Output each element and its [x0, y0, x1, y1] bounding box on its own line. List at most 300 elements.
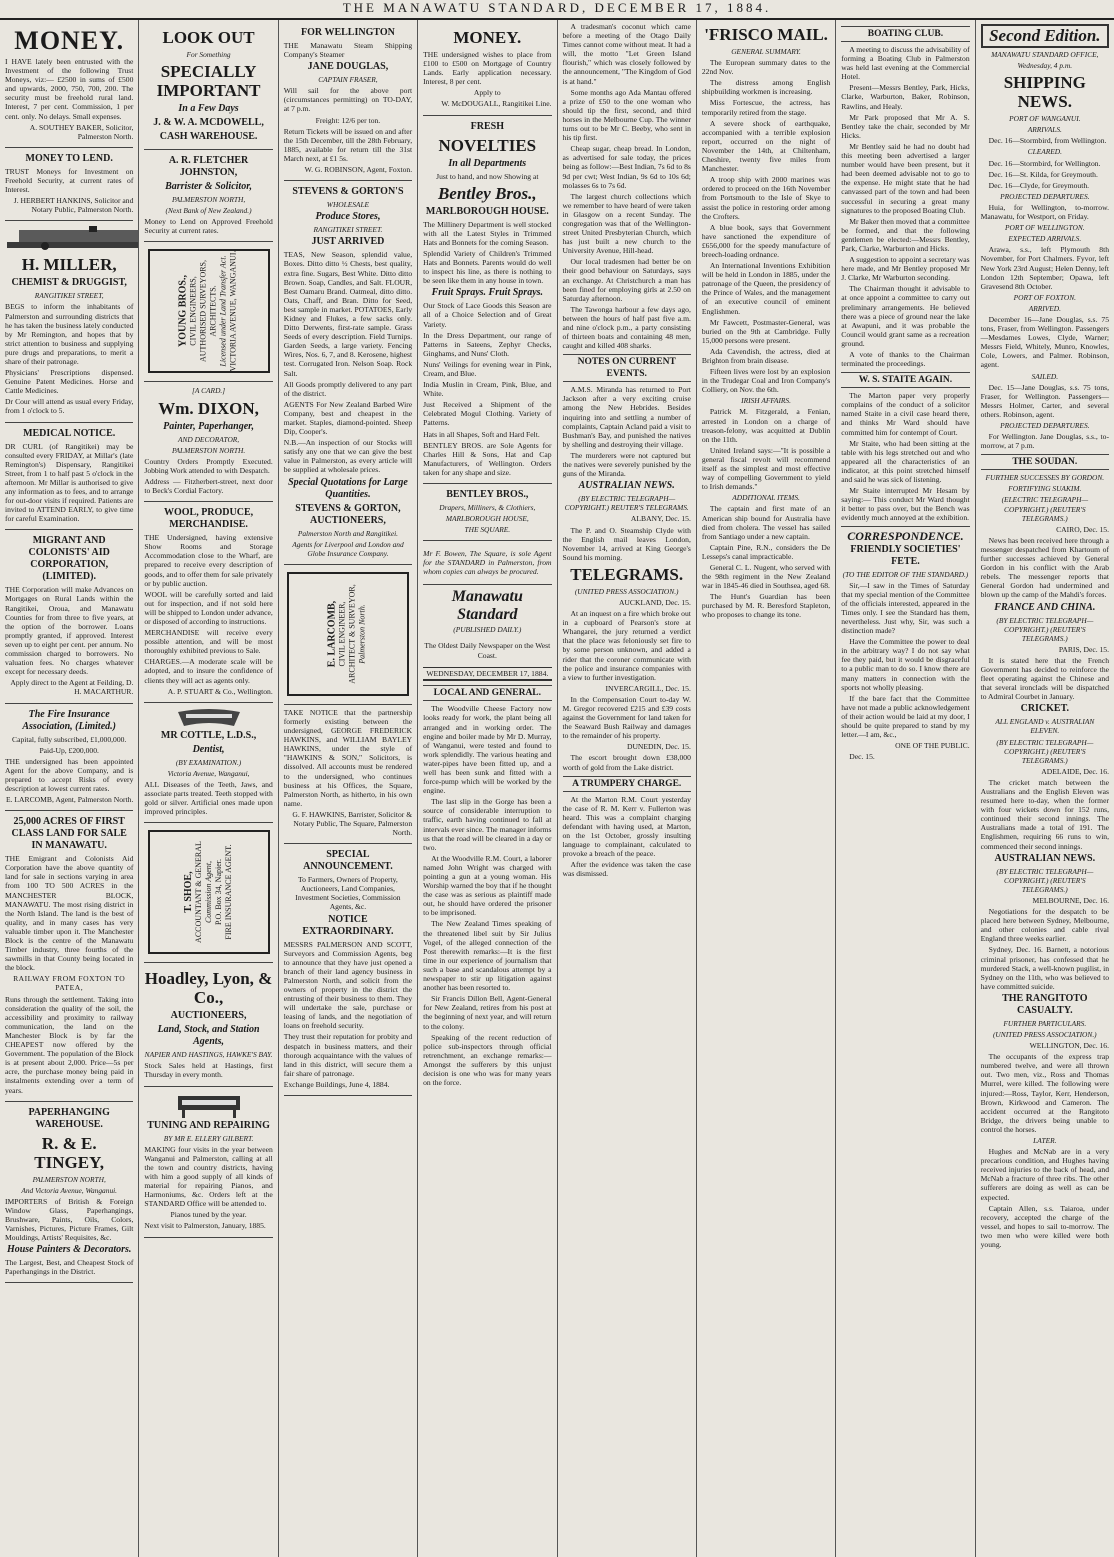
- hoadley-place: NAPIER AND HASTINGS, HAWKE'S BAY.: [144, 1050, 273, 1060]
- soudan-place: CAIRO, Dec. 15.: [1056, 524, 1109, 534]
- steamer-ship: JANE DOUGLAS,: [307, 61, 389, 73]
- bentley-2-square: THE SQUARE.: [464, 525, 511, 535]
- wool-body-3: MERCHANDISE will receive every possible attention, and will be most thoroughly exhibited previous to Sale.: [144, 628, 273, 656]
- foxton-arrived-1: December 16—Jane Douglas, s.s. 75 tons, Fraser, from Wellington. Passengers—Mesdames Lowes, Clyde, Warner; Messrs Field, Whitely, Munro, Knowles, Cole, Lowers, and Palmer. Robinson, agent.: [980, 314, 1109, 370]
- wanganui-arrival-1: Dec. 16—Stormbird, from Wellington.: [988, 136, 1107, 146]
- acres-heading: 25,000 ACRES OF FIRST CLASS LAND FOR SALE IN MANAWATU.: [11, 816, 127, 852]
- extra-body-2: They trust their reputation for probity and despatch in business matters, and their thorough acquaintance with the values of land in this district, will secure them a fair share of patronage.: [283, 1032, 413, 1078]
- hoadley-trade: AUCTIONEERS,: [170, 1010, 247, 1022]
- correspondence-rule: [841, 526, 969, 527]
- tuning-by: BY MR E. ELLERY GILBERT.: [163, 1133, 254, 1143]
- column-2: [139, 20, 278, 1557]
- column-8: [976, 20, 1114, 1557]
- bentley-body-7: Just Received a Shipment of the Celebrated Mogul Clothing. Variety of Patterns.: [423, 400, 552, 428]
- dixon-body: Country Orders Promptly Executed. Jobbing Work attended to with Despatch.: [144, 456, 273, 475]
- rangitoto-p1: The occupants of the express trap numbered twelve, and were all thrown out. Two men, viz., Ross and Thomas Murrel, were killed. The following were injured:—Ross, Taylor, Kerr, Henderson, Brown, Kirkwood and Cameron. The accident occurred at the Rangitoto Bridge, the drivers being unable to control the horses.: [980, 1052, 1109, 1134]
- soudan-sub: FURTHER SUCCESSES BY GORDON.: [985, 473, 1105, 483]
- hawkins-notice-ad: [284, 705, 412, 844]
- wanganui-cleared-3: Dec. 16—Clyde, for Greymouth.: [988, 180, 1090, 190]
- friendly-signature: ONE OF THE PUBLIC.: [895, 741, 970, 751]
- tingey-body: IMPORTERS of British & Foreign Window Glass, Paperhangings, Brushware, Paints, Oils, Colors, Varnishes, Pictures, Picture Frames, Gilt Mouldings, Artists' Requisites, &c.: [5, 1196, 134, 1243]
- cottle-body: ALL Diseases of the Teeth, Jaws, and associate parts treated. Teeth stopped with gold or silver. Artificial ones made upon improved principles.: [144, 779, 273, 817]
- young-card-line-4: ARCHITECTS.: [208, 285, 218, 338]
- coconut-p3: Cheap sugar, cheap bread. In London, as advertised for sale today, the prices being as follow:—Best Indian, 7s 6d to 8s 9d per cwt; West Indian, 9s 6d to 10s 6d; molasses 6s to 7s 6d.: [562, 144, 691, 190]
- local-p3: At the Woodville R.M. Court, a laborer named John Wright was charged with pointing a gun at a young woman. His Worship warned the boy that if he thought the case was as serious as plaintiff made out, he should have ordered the prisoner to be imprisoned.: [423, 853, 552, 918]
- stevens-quotations: Special Quotations for Large Quantities.: [288, 476, 408, 500]
- notes-heading: NOTES ON CURRENT EVENTS.: [563, 354, 691, 382]
- austnews-telegraph: (BY ELECTRIC TELEGRAPH—COPYRIGHT.) (REUTER'S TELEGRAMS.): [996, 866, 1094, 894]
- money-heading: MONEY.: [14, 26, 125, 55]
- flag-note: The Oldest Daily Newspaper on the West Coast.: [424, 641, 551, 660]
- frisco-p5: A troop ship with 2000 marines was ordered to proceed on the 16th November from Portsmouth to the Isle of Skye to assist the police in restoring order among the Crofters.: [701, 175, 831, 221]
- miller-ad: [5, 221, 133, 422]
- cottle-address: Victoria Avenue, Wanganui,: [167, 768, 250, 778]
- tingey-name: R. & E. TINGEY,: [34, 1133, 105, 1172]
- correspondence-heading: CORRESPONDENCE.: [847, 528, 964, 543]
- local-p4: The New Zealand Times speaking of the threatened libel suit by Sir Julius Vogel, of the alleged connection of the Post therewith remarks:—It is the first time in our experience of journalism that such a base and scandalous attempt by a newspaper to stir up litigation against another has been resorted to.: [423, 919, 552, 993]
- tuning-heading: TUNING AND REPAIRING: [147, 1119, 270, 1131]
- staite-p2: Mr Staite, who had been sitting at the table with his legs stretched out and who appeared all the characteristics of an indicator, at this point stretched himself and said he was sick of listening.: [841, 438, 970, 485]
- additional-p4: The Hunt's Guardian has been purchased by M. R. Beresford Stapleton, who proposes to change its tone.: [701, 592, 831, 620]
- cricket-heading: CRICKET.: [1020, 703, 1070, 715]
- hawkins-notice-signature: G. F. HAWKINS, Barrister, Solicitor & Notary Public, The Square, Palmerston North.: [292, 809, 413, 838]
- bentley-name: Bentley Bros.,: [437, 183, 537, 203]
- australian-sub: (BY ELECTRIC TELEGRAPH—COPYRIGHT.) REUTER'S TELEGRAMS.: [564, 494, 689, 513]
- newspaper-flag: Manawatu Standard: [451, 587, 523, 623]
- shipping-heading: SHIPPING NEWS.: [1003, 73, 1086, 112]
- fire-insurance-ad: [5, 704, 133, 812]
- additional-p1: The captain and first mate of an American ship bound for Australia have died from cholera. The vessel has sailed from Santiago under a new captain.: [701, 504, 831, 541]
- australian-heading: AUSTRALIAN NEWS.: [578, 480, 675, 492]
- boating-p3: Mr Park proposed that Mr A. S. Bentley take the chair, seconded by Mr Hicks.: [841, 112, 970, 140]
- friendly-p2: Have the Committee the power to deal in the arbitrary way? I do not say what fee they paid, but it would be disgraceful to a public man to do so. I know there are many matters in connection with the sports not wholly pleasing.: [841, 637, 970, 692]
- tuning-body-2: Pianos tuned by the year.: [170, 1210, 247, 1220]
- additional-p3: General C. L. Nugent, who served with the 98th regiment in the New Zealand war in 1845-46 died in Southsea, aged 68.: [701, 562, 831, 591]
- flag-rule: [423, 584, 551, 585]
- local-p6: Speaking of the recent reduction of police sub-inspectors through official retrenchment, an exchange remarks:—Amongst the sufferers by this unjust decision is one who was for many years on the force.: [423, 1032, 552, 1088]
- tingey-place-2: And Victoria Avenue, Wanganui.: [21, 1185, 118, 1195]
- column-7: [836, 20, 975, 1557]
- wanganui-projected-label: PROJECTED DEPARTURES.: [1000, 191, 1090, 201]
- tingey-ad: [5, 1102, 133, 1284]
- fire-paid: Paid-Up, £200,000.: [39, 745, 99, 755]
- friendly-heading: FRIENDLY SOCIETIES' FETE.: [850, 543, 961, 567]
- boating-p4: Mr Bentley said he had no doubt had this meeting been advertised a larger number would have been present, but it had been deemed advisable not to go to the expense. He might state that he had canvassed part of the town and had been successful in securing a great many signatures to the proposed Boating Club.: [841, 141, 970, 215]
- mcdougall-signature: W. McDOUGALL, Rangitikei Line.: [441, 99, 552, 109]
- steamer-captain: CAPTAIN FRASER,: [318, 75, 378, 85]
- stevens-street: RANGITIKEI STREET.: [313, 225, 383, 235]
- shoe-card-line-4: P.O. Box 34, Napier.: [213, 859, 223, 926]
- special-announcement-ad: [284, 844, 412, 1096]
- soudan-telegraph: (ELECTRIC TELEGRAPH—COPYRIGHT.) (REUTER'S TELEGRAMS.): [1001, 495, 1089, 523]
- wanganui-projected-1: Huia, for Wellington, to-morrow. Manawatu, for Westport, on Friday.: [980, 202, 1109, 222]
- migrant-signature: Apply direct to the Agent at Feilding, D. H. MACARTHUR.: [10, 678, 134, 697]
- fire-heading: The Fire Insurance Association, (Limited.): [22, 708, 116, 732]
- wanganui-cleared-2: Dec. 16—St. Kilda, for Greymouth.: [988, 169, 1098, 179]
- friendly-p3: If the bare fact that the Committee have not made a public acknowledgement of their action would be laid at my door, I should be quite prepared to stand by my letter.—I am, &c.,: [841, 693, 970, 740]
- france-p1: It is stated here that the French Government has decided to reinforce the fleet operating against the Chinese and that several ironclads will be dispatched to Admiral Courbet in January.: [980, 655, 1109, 702]
- additional-heading: ADDITIONAL ITEMS.: [732, 493, 800, 503]
- money-body: I HAVE lately been entrusted with the Investment of the following Trust Moneys, viz:— £2500 in sums of £500 and upwards, 2000, 750, 700, 200. The security must be freehold rural land. Interest, 7 per cent. Commission, 1 per cent. only. No delays. Small expenses.: [5, 57, 134, 121]
- bentley-body-5: Nuns' Veilings for evening wear in Pink, Cream, and Blue.: [423, 359, 552, 378]
- boating-p6: A suggestion to appoint a secretary was here made, and Mr Bentley proposed Mr J. Clarke, Mr Warburton seconding.: [841, 255, 970, 283]
- wanganui-heading: PORT OF WANGANUI.: [1009, 114, 1081, 124]
- austnews-p2: Sydney, Dec. 16. Barnett, a notorious criminal prisoner, has confessed that he murdered Stack, a well-known pugilist, in Sydney on the 11th, who was believed to have committed suicide.: [980, 945, 1109, 991]
- second-edition-heading: Second Edition.: [981, 24, 1109, 48]
- stevens-list: TEAS, New Season, splendid value, Boxes. Ditto ditto ½ Chests, best quality, extra fine. Sugars, Best White. Ditto ditto Brown. Soap, Candles, and Salt. FLOUR, Best Oamaru Brand. Oatmeal, ditto ditto. Oats, Chaff, and Bran. Ditto for Seed, best sample in market. POTATOES, Early Kidney and Flukes, a few sacks only. Ditto Derwents, first-rate sample. Grass Seeds of every description. Field Turnips. Garden Seeds, a large variety. Fencing Wires, Nos. 6, 7, and 8. Kerosene, highest test. Corrugated Iron. Nelson Soap. Rock Salt.: [283, 250, 413, 378]
- trumpery-p2: After the evidence was taken the case was dismissed.: [562, 860, 691, 879]
- fire-body: THE undersigned has been appointed Agent for the above Company, and is prepared to accept Risks of every description at lowest current rates.: [5, 756, 134, 793]
- fresh-body: Just to hand, and now Showing at: [436, 171, 539, 181]
- larcomb-card-line-1: E. LARCOMB,: [326, 600, 338, 668]
- local-p1: The Woodville Cheese Factory now looks ready for work, the plant being all arranged and in working order. The engine and boiler made by Mr D. Murray, of Wanganui, were tested and found to work splendidly. The various heating and water-pipes have been fitted up, and a well has been sunk and fitted with a force-pump which will be worked by the engine.: [423, 704, 552, 796]
- rangitoto-place: WELLINGTON, Dec. 16.: [1029, 1041, 1109, 1051]
- hoadley-ad: [144, 963, 272, 1086]
- steamer-heading: FOR WELLINGTON: [301, 27, 395, 38]
- lend-body: TRUST Moneys for Investment on Freehold Security, at current rates of Interest.: [5, 166, 134, 195]
- fire-signature: E. LARCOMB, Agent, Palmerston North.: [5, 795, 134, 805]
- column-4: [418, 20, 557, 1557]
- migrant-ad: [5, 530, 133, 703]
- bentley-body-8: Hats in all Shapes, Soft and Hard Felt.: [423, 429, 540, 439]
- dixon-name: Wm. DIXON,: [158, 398, 259, 418]
- france-telegraph: (BY ELECTRIC TELEGRAPH—COPYRIGHT.) (REUTER'S TELEGRAMS.): [996, 615, 1094, 643]
- soudan-p1: News has been received here through a messenger despatched from Khartoum of further successes achieved by General Gordon in his conflict with the Arab rebels. The messenger reports that General Gordon had undermined and blown up the camp of the Mahdi's forces.: [980, 535, 1109, 600]
- young-card-line-6: VICTORIA AVENUE, WANGANUI.: [228, 251, 238, 372]
- wool-signature: A. P. STUART & Co., Wellington.: [167, 686, 273, 696]
- medical-heading: MEDICAL NOTICE.: [23, 427, 116, 439]
- notes-p2: The murderers were not captured but the natives were severely punished by the guns of the Miranda.: [562, 450, 691, 479]
- young-card-line-5: Licensed under Land Transfer Act.: [218, 255, 228, 368]
- stevens-sub: WHOLESALE: [326, 200, 370, 210]
- steamer-body-2: Will sail for the above port (circumstances permitting) on TO-DAY, at 7 p.m.: [283, 86, 413, 114]
- lend-ad: [5, 148, 133, 221]
- fruit-sprays: Fruit Sprays. Fruit Sprays.: [431, 287, 544, 299]
- medical-body: DR CURL (of Rangitikei) may be consulted every FRIDAY, at Millar's (late Remington's) Dispensary, Rangitikei Street, from 1 to half past 5 o'clock in the afternoon. Mr Millar is authorised to give any information as to fees, and to arrange for out-door visits if required. Patients are invited to ATTEND EARLY, to give time for careful Examination.: [5, 441, 134, 524]
- tuning-body: MAKING four visits in the year between Wanganui and Palmerston, calling at all the town and country districts, having with him a good supply of all kinds of material for repairing Pianos, and Harmoniums, &c. Orders left at the STANDARD Office will be attended to.: [144, 1144, 273, 1209]
- bentley-house: MARLBOROUGH HOUSE.: [425, 205, 549, 217]
- boating-heading: BOATING CLUB.: [841, 26, 969, 42]
- bentley-2-trade: Drapers, Milliners, & Clothiers,: [439, 503, 536, 512]
- larcomb-card-line-4: Palmerston North.: [357, 604, 367, 664]
- austnews-place: MELBOURNE, Dec. 16.: [1032, 895, 1109, 905]
- shoe-card-text: [184, 841, 234, 943]
- rangitoto-p3: Captain Allen, s.s. Taiaroa, under recovery, accepted the charge of the vessel, and hopes to sail to-morrow. The two men who were killed were both young.: [980, 1203, 1109, 1250]
- cricket-place: ADELAIDE, Dec. 16.: [1041, 766, 1109, 776]
- tingey-trade: House Painters & Decorators.: [6, 1244, 132, 1256]
- special-heading: SPECIAL ANNOUNCEMENT.: [303, 849, 393, 873]
- young-bros-card: [148, 249, 270, 373]
- medical-ad: [5, 423, 133, 531]
- bentley-body-3: Our Stock of Lace Goods this Season are all of a Choice Selection and of Great Variety.: [423, 301, 552, 329]
- steamer-signature: W. G. ROBINSON, Agent, Foxton.: [304, 165, 413, 175]
- staite-p1: The Marton paper very properly complains of the conduct of a solicitor named Staite in a civil case heard there, and thinks Mr Ward should have committed him for contempt of Court.: [841, 391, 970, 437]
- bentley-body-4: In the Dress Department, our range of Patterns in Sateens, Zephyr Checks, Ginghams, and Nuns' Cloth.: [423, 330, 552, 358]
- wanganui-arrivals-label: ARRIVALS.: [1027, 125, 1062, 135]
- cottle-ad: [144, 703, 272, 824]
- steamer-freight: Freight: 12/6 per ton.: [315, 115, 381, 125]
- piano-engraving-icon: [174, 1092, 244, 1118]
- rangitoto-p2: Hughes and McNab are in a very precarious condition, and Hughes having received injuries to the back of head, and McNab a fracture of three ribs. The other sufferers are doing as well as can be expected.: [980, 1147, 1109, 1202]
- telegrams-place-1: AUCKLAND, Dec. 15.: [618, 597, 691, 607]
- foxton-sailed-1: Dec. 15—Jane Douglas, s.s. 75 tons, Fraser, for Wellington. Passengers—Messrs Holmer, Carter, and several others. Robinson, agent.: [980, 382, 1109, 419]
- cricket-sub: ALL ENGLAND v. AUSTRALIAN ELEVEN.: [995, 717, 1095, 736]
- friendly-p1: Sir,—I saw in the Times of Saturday that my special mention of the Committee of the officials interested, appeared in the Times only. I see the Standard has them, nevertheless. Just why, Sir, was such a distinction made?: [841, 580, 970, 636]
- frisco-p4: A severe shock of earthquake, accompanied with a terrible explosion report, occurred on the night of November the 14th, at Chiltenham, Cheshire, twenty five miles from Manchester.: [701, 118, 831, 174]
- dateline: WEDNESDAY, DECEMBER 17, 1884.: [423, 667, 551, 681]
- staite-p3: Mr Staite interrupted Mr Hesam by saying:— This conduct Mr Ward thought it better to pass over, but the Bench was evidently much annoyed at the exhibition.: [841, 486, 970, 523]
- fletcher-name: A. R. FLETCHER JOHNSTON,: [168, 155, 249, 179]
- migrant-body: THE Corporation will make Advances on Mortgages on Rural Lands within the Rangitikei, Oroua, and Manawatu Counties for from three to five years, at the option of the borrower. Loans promptly granted, if approved. Interest seven up to eight per cent. per annum. No commission charged to borrowers. No valuation fees. No charges whatever except for necessary deeds.: [5, 585, 134, 677]
- steamer-ad: [284, 22, 412, 181]
- shoe-card-line-1: T. SHOE,: [182, 871, 194, 913]
- shoe-card-line-5: FIRE INSURANCE AGENT.: [223, 844, 233, 940]
- dixon-address: Address — Fitzherbert-street, next door to Beck's Cordial Factory.: [144, 476, 273, 496]
- frisco-p6: A blue book, says that Government have sanctioned the expenditure of £656,000 for the speedy manufacture of breech-loading ordnance.: [701, 222, 831, 259]
- rangitoto-telegraph: (UNITED PRESS ASSOCIATION.): [992, 1029, 1097, 1039]
- wool-body-4: CHARGES.—A moderate scale will be adopted, and to insure the confidence of clients they will act as agents only.: [144, 657, 273, 685]
- soudan-sub-2: FORTIFYING SUAKIM.: [1008, 484, 1082, 494]
- bentley-body: The Millinery Department is well stocked with all the Latest Styles in Trimmed Hats and Bonnets for the coming Season.: [423, 219, 552, 247]
- second-edition-office: MANAWATU STANDARD OFFICE,: [991, 50, 1099, 59]
- wool-ad: [144, 502, 272, 703]
- extra-body: MESSRS PALMERSON AND SCOTT, Surveyors and Commission Agents, beg to announce that they have just opened a branch of their land agency business in Palmerston North, and solicit from the owners of property in the district the entrusting of their business to them. They will undertake the sale, purchase or leasing of lands, and the negotiation of loans on freehold security.: [283, 939, 413, 1031]
- irish-heading: IRISH AFFAIRS.: [741, 396, 791, 406]
- cricket-p1: The cricket match between the Australians and the English Eleven was resumed here to-day, when the former with four wickets down for 152 runs, continued their second innings. The Australians made a total of 191. The Englishmen, requiring 66 runs to win, commenced their second innings.: [980, 777, 1109, 851]
- acres-body-2: Runs through the settlement. Taking into consideration the quality of the soil, the accessibility and proximity to railway communication, the land on the Manchester Block is by far the CHEAPEST now offered by the Government. The population of the Block is at present about 2,000. Price—5s per acre, the purchase money being paid in instalments extending over a term of years.: [5, 994, 134, 1095]
- dixon-place: PALMERSTON NORTH.: [171, 445, 246, 455]
- stevens-auct-place: Palmerston North and Rangitikei.: [297, 528, 399, 538]
- flag-sub: (PUBLISHED DAILY.): [453, 624, 522, 634]
- lookout-days: In a Few Days: [178, 103, 239, 115]
- stevens-auctioneers: STEVENS & GORTON, AUCTIONEERS,: [295, 502, 401, 526]
- local-p5: Sir Francis Dillon Bell, Agent-General for New Zealand, retires from his post at the beginning of next year, and will return to the colony.: [423, 994, 552, 1031]
- larcomb-card-line-2: CIVIL ENGINEER,: [337, 601, 347, 667]
- rangitoto-sub: FURTHER PARTICULARS.: [1003, 1018, 1087, 1028]
- extra-date: Exchange Buildings, June 4, 1884.: [283, 1079, 390, 1089]
- foxton-projected-label: PROJECTED DEPARTURES.: [1000, 421, 1090, 430]
- acres-body: THE Emigrant and Colonists Aid Corporation have the above quantity of land for sale in sections varying in area from 100 TO 500 ACRES in the MANCHESTER BLOCK, MANAWATU. The most rising district in the North Island. The land is the best of quality, and in many cases has very valuable timber upon it. The Manchester Block is the centre of the Manawatu Timber industry, three fourths of the sawmills in that County being located in the block.: [5, 854, 134, 973]
- mcdowell-name: J. & W. A. MCDOWELL,: [153, 117, 264, 129]
- bentley-2-house: MARLBOROUGH HOUSE,: [445, 514, 529, 524]
- lend-signature: J. HERBERT HANKINS, Solicitor and Notary Public, Palmerston North.: [13, 196, 134, 215]
- boating-p1: A meeting to discuss the advisability of forming a Boating Club in Palmerston was held last evening at the Commercial Hotel.: [841, 45, 970, 82]
- tuning-ad: [144, 1087, 272, 1238]
- bentley-2-ad: [423, 484, 551, 541]
- trumpery-p1: At the Marton R.M. Court yesterday the case of R. M. Kerr v. Fullerton was heard. This was a complaint charging defendant with having used, at Marton, on the 1st October, grossly insulting language to complainant, calculated to provoke a breach of the peace.: [562, 794, 691, 859]
- fire-capital: Capital, fully subscribed, £1,000,000.: [12, 734, 127, 744]
- foxton-projected-1: For Wellington. Jane Douglas, s.s., to-morrow, at 7 p.m.: [980, 432, 1109, 451]
- novelties-heading: NOVELTIES: [438, 135, 537, 155]
- young-card-line-3: AUTHORISED SURVEYORS,: [198, 260, 208, 363]
- wool-body: THE Undersigned, having extensive Show Rooms and Storage Accommodation close to the Wharf, are prepared to receive every description of goods, and to offer them for sale privately or by public auction.: [144, 533, 273, 588]
- hoadley-body: Stock Sales held at Hastings, first Thursday in every month.: [144, 1061, 273, 1080]
- cottle-trade: Dentist,: [192, 743, 225, 755]
- wellington-expected-1: Arawa, s.s., left Plymouth 8th November, for Port Chalmers. Fyvor, left New York 23rd August; Helen Denny, left London 12th September; Opawa, left Gravesend 8th October.: [980, 245, 1109, 291]
- tingey-place: PALMERSTON NORTH,: [32, 1174, 106, 1184]
- paper-heading: PAPERHANGING WAREHOUSE.: [28, 1106, 110, 1130]
- bentley-body-6: India Muslin in Cream, Pink, Blue, and White.: [423, 380, 552, 399]
- foxton-arrived-label: ARRIVED.: [1028, 303, 1061, 313]
- teeth-engraving-icon: [174, 708, 244, 728]
- coconut-p2: Some months ago Ada Mantau offered a prize of £50 to the one woman who should tip the first, second, and third horses in the Melbourne Cup. The winner turns out to be Mr C. Beeby, who sent in his tip first.: [562, 87, 691, 143]
- australian-place: ALBANY, Dec. 15.: [630, 514, 691, 524]
- foxton-sailed-label: SAILED.: [1031, 371, 1059, 381]
- telegrams-sub: (UNITED PRESS ASSOCIATION.): [574, 586, 679, 596]
- frisco-p8: Mr Fawcett, Postmaster-General, was buried on the 9th at Cambridge. Fully 15,000 persons were present.: [701, 317, 831, 345]
- mcdougall-money-ad: [423, 22, 551, 116]
- young-card-text: [179, 251, 239, 372]
- miller-body-2: Physicians' Prescriptions dispensed. Genuine Patent Medicines. Horse and Cattle Medicines.: [5, 368, 134, 396]
- coconut-p5: Our local tradesmen had better be on their good behaviour on Saturdays, says an exchange. At Christchurch a man has been fined for employing girls at 2.50 on Saturday afternoon.: [562, 257, 691, 303]
- boating-p5: Mr Baker then moved that a committee be formed, and that the following gentlemen be elected:—Messrs Bentley, Park, Clarke, Warburton and Hicks.: [841, 216, 970, 253]
- young-card-line-2: CIVIL ENGINEERS,: [188, 276, 198, 347]
- austnews-p1: Negotiations for the despatch to be placed here between Sydney, Melbourne, and other colonies and cable rival England three weeks earlier.: [980, 907, 1109, 944]
- shoe-card-line-3: Commission Agent,: [203, 861, 213, 924]
- lookout-heading: LOOK OUT: [162, 28, 255, 47]
- stevens-nb: N.B.—An inspection of our Stocks will satisfy any one that we can give the best value in Palmerston, as every article will be supplied at wholesale prices.: [283, 438, 413, 475]
- additional-p2: Captain Pine, R.N., considers the De Lesseps's canal impracticable.: [701, 542, 831, 561]
- money-ad: [5, 22, 133, 148]
- rangitoto-later: LATER.: [1033, 1136, 1057, 1145]
- miller-body-3: Dr Cour will attend as usual every Friday, from 1 o'clock to 5.: [5, 397, 134, 416]
- ship-engraving-icon: [5, 226, 139, 252]
- wanganui-cleared-1: Dec. 16—Stormbird, for Wellington.: [988, 158, 1101, 168]
- soudan-heading: THE SOUDAN.: [981, 454, 1109, 470]
- wool-heading: WOOL, PRODUCE, MERCHANDISE.: [163, 507, 254, 531]
- lend-heading: MONEY TO LEND.: [25, 152, 113, 164]
- larcomb-card-text: [328, 584, 368, 683]
- stevens-agents: AGENTS For New Zealand Barbed Wire Company, best and cheapest in the market. Staples, diamond-pointed. Sheep Dip, Cooper's.: [283, 399, 413, 437]
- larcomb-card-line-3: ARCHITECT & SURVEYOR,: [347, 584, 357, 684]
- miller-street: RANGITIKEI STREET,: [34, 291, 104, 301]
- coconut-p1: A tradesman's coconut which came before a meeting of the Otago Daily Times cannot come without meat. It had a will, the motto "Let Green Island flourish," which was closely followed by the announcement, "The Kingdom of God is at hand.": [562, 22, 691, 86]
- telegrams-place-2: INVERCARGILL, Dec. 15.: [605, 683, 691, 693]
- fletcher-place: PALMERSTON NORTH,: [171, 195, 246, 205]
- irish-p1: Patrick M. Fitzgerald, a Fenian, arrested in London on a charge of treason-felony, was acquitted at Dublin on the 11th.: [701, 407, 831, 444]
- column-6: [697, 20, 836, 1557]
- notes-p1: A.M.S. Miranda has returned to Port Jackson after a very exciting cruise among the New Hebrides. Besides inquiring into and settling a number of complaints, Captain Acland paid a visit to Bushman's Bay, and punished the natives by shelling and destroying their village.: [562, 385, 691, 449]
- dixon-trade: Painter, Paperhanger,: [163, 420, 254, 432]
- telegrams-p3: The escort brought down £38,000 worth of gold from the Lake district.: [562, 753, 691, 772]
- lookout-special: SPECIALLY IMPORTANT: [156, 62, 261, 101]
- column-5: [558, 20, 697, 1557]
- dixon-trade-2: AND DECORATOR,: [177, 434, 240, 444]
- lookout-sub: For Something: [186, 50, 231, 59]
- tingey-body-2: The Largest, Best, and Cheapest Stock of Paperhangings in the District.: [5, 1258, 134, 1277]
- miller-body: BEGS to inform the inhabitants of Palmerston and surrounding districts that he has taken the business lately conducted by Mr Remington, and hopes that by strict attention to business and supplying pure drugs and preparations, to merit a share of their patronage.: [5, 302, 134, 366]
- mcdougall-apply: Apply to: [473, 88, 501, 98]
- local-heading: LOCAL AND GENERAL.: [423, 685, 551, 701]
- mcdougall-body: THE undersigned wishes to place from £100 to £500 on Mortgage of Country Lands. Early application necessary. Interest, 8 per cent.: [423, 50, 552, 87]
- bentley-body-9: BENTLEY BROS. are Sole Agents for Charles Hill & Sons, Hat and Cap Manufacturers, of Wellington. Orders taken for any shape and size.: [423, 440, 552, 477]
- mcdougall-heading: MONEY.: [453, 28, 522, 47]
- friendly-to: (TO THE EDITOR OF THE STANDARD.): [842, 569, 969, 579]
- telegrams-p2: In the Compensation Court to-day W. M. Gregor recovered £215 and £39 costs against the Government for land taken for the Seaward Bush Railway and damages to the remainder of his property.: [562, 694, 691, 741]
- fletcher-next: (Next Bank of New Zealand.): [165, 206, 252, 216]
- telegrams-heading: TELEGRAMS.: [570, 564, 684, 584]
- fresh-sub: In all Departments: [448, 157, 527, 169]
- frisco-p1: The European summary dates to the 22nd Nov.: [701, 58, 831, 77]
- stevens-auct-agents: Agents for Liverpool and London and Globe Insurance Company.: [292, 539, 404, 558]
- austnews-heading: AUSTRALIAN NEWS.: [994, 852, 1096, 864]
- trumpery-heading: A TRUMPERY CHARGE.: [563, 776, 691, 792]
- france-place: PARIS, Dec. 15.: [1058, 644, 1109, 654]
- frisco-heading: 'FRISCO MAIL.: [704, 25, 828, 44]
- bentley-2-name: BENTLEY BROS.,: [446, 489, 529, 500]
- stevens-ad: [284, 181, 412, 565]
- fletcher-ad: [144, 150, 272, 242]
- cottle-exam: (BY EXAMINATION.): [175, 757, 242, 767]
- acres-ad: [5, 811, 133, 1101]
- france-heading: FRANCE AND CHINA.: [994, 601, 1096, 613]
- columns: [0, 20, 1114, 1557]
- coconut-p6: The Tawonga harbour a few days ago, between the hours of half past five a.m. and nine o'clock p.m., a party consisting of thirteen boats and containing 48 men, caught and killed 408 sharks.: [562, 304, 691, 351]
- young-card-line-1: YOUNG BROS.,: [177, 275, 189, 348]
- lookout-ad: [144, 22, 272, 150]
- staite-heading: W. S. STAITE AGAIN.: [841, 372, 969, 388]
- young-card-ad: [144, 242, 272, 382]
- hoadley-trade-2: Land, Stock, and Station Agents,: [157, 1024, 260, 1048]
- frisco-p9: Ada Cavendish, the actress, died at Brighton from brain disease.: [701, 346, 831, 365]
- australian-p1: The P. and O. Steamship Clyde with the English mail leaves London, November 14, arrived at King George's Sound his morning.: [562, 525, 691, 562]
- fletcher-trade: Barrister & Solicitor,: [165, 181, 253, 193]
- extra-heading: NOTICE EXTRAORDINARY.: [302, 913, 394, 937]
- acres-rail: RAILWAY FROM FOXTON TO PATEA,: [13, 974, 126, 993]
- frisco-p7: An International Inventions Exhibition will be held in London in 1885, under the patronage of the Queen, the presidency of the Prince of Wales, and the management of an executive council of eminent Englishmen.: [701, 261, 831, 316]
- rangitoto-heading: THE RANGITOTO CASUALTY.: [1002, 992, 1088, 1016]
- steamer-body: THE Manawatu Steam Shipping Company's Steamer: [283, 41, 413, 60]
- stevens-delivered: All Goods promptly delivered to any part of the district.: [283, 379, 413, 398]
- miller-name: H. MILLER,: [21, 255, 117, 275]
- second-edition-time: Wednesday, 4 p.m.: [1017, 61, 1073, 71]
- steamer-body-3: Return Tickets will be issued on and after the 15th December, till the 28th February, 1885, available for return till the 31st March next, at £1 5s.: [283, 126, 413, 163]
- frisco-sub: GENERAL SUMMARY.: [731, 47, 801, 56]
- shoe-card-ad: [144, 823, 272, 963]
- cricket-telegraph: (BY ELECTRIC TELEGRAPH—COPYRIGHT.) (REUTER'S TELEGRAMS.): [996, 737, 1094, 765]
- dixon-label: [A CARD.]: [192, 386, 226, 396]
- bentley-body-2: Splendid Variety of Children's Trimmed Hats and Bonnets. Parents would do well to inspect his line, as there is nothing to be seen like them in any house in town.: [423, 248, 552, 286]
- coconut-p4: The largest church collections which we remember to have heard of were taken in Glasgow on a recent Sunday. The congregation was that of the Wellington-street United Presbyterian Church, which has just built a new church to the University Avenue, Hill-head.: [562, 191, 691, 256]
- mcdowell-ware: CASH WAREHOUSE.: [159, 131, 258, 143]
- column-1: [0, 20, 139, 1557]
- boating-p7: The Chairman thought it advisable to at once appoint a committee to carry out preliminary arrangements. He believed there was a piece of ground near the lake at Awapuni, and it was probable the Council would grant same as a recreation ground.: [841, 284, 970, 348]
- money-signature: A. SOUTHEY BAKER, Solicitor, Palmerston North.: [29, 122, 134, 141]
- frisco-p2: The distress among English shipbuilding workmen is increasing.: [701, 78, 831, 97]
- cottle-name: MR COTTLE, L.D.S.,: [160, 729, 257, 741]
- migrant-heading: MIGRANT AND COLONISTS' AID CORPORATION, (LIMITED).: [28, 535, 110, 583]
- fletcher-body: Money to Lend on Approved Freehold Security at current rates.: [144, 217, 273, 236]
- friendly-date: Dec. 15.: [849, 752, 875, 762]
- hoadley-name: Hoadley, Lyon, & Co.,: [144, 969, 273, 1008]
- stevens-stores: Produce Stores,: [315, 211, 381, 223]
- telegrams-p1: At an inquest on a fire which broke out in a cupboard of Pearson's store at Whangarei, the jury returned a verdict that the place was feloniously set fire to by some person unknown, and added a rider that the coroner communicate with the police and insurance companies with a view to further investigation.: [562, 609, 691, 682]
- telegrams-place-3: DUNEDIN, Dec. 15.: [626, 742, 691, 752]
- stevens-arrived: JUST ARRIVED: [311, 236, 385, 248]
- masthead: THE MANAWATU STANDARD, DECEMBER 17, 1884.: [0, 0, 1114, 20]
- bowen-note: Mr F. Bowen, The Square, is sole Agent for the STANDARD in Palmerston, from whom copies can always be procured.: [423, 548, 552, 577]
- bentley-ad: [423, 116, 551, 484]
- shoe-card-line-2: ACCOUNTANT & GENERAL: [193, 841, 203, 944]
- wellington-expected-label: EXPECTED ARRIVALS.: [1008, 234, 1082, 244]
- boating-p8: A vote of thanks to the Chairman terminated the proceedings.: [841, 350, 970, 369]
- dixon-ad: [144, 382, 272, 502]
- wellington-port-heading: PORT OF WELLINGTON.: [1005, 223, 1085, 233]
- boating-p2: Present—Messrs Bentley, Park, Hicks, Clarke, Warburton, Baker, Robinson, Rawlins, and Healy.: [841, 83, 970, 111]
- foxton-heading: PORT OF FOXTON.: [1013, 292, 1076, 302]
- frisco-p3: Miss Fortescue, the actress, has temporarily retired from the stage.: [701, 98, 831, 117]
- larcomb-card-ad: [284, 565, 412, 705]
